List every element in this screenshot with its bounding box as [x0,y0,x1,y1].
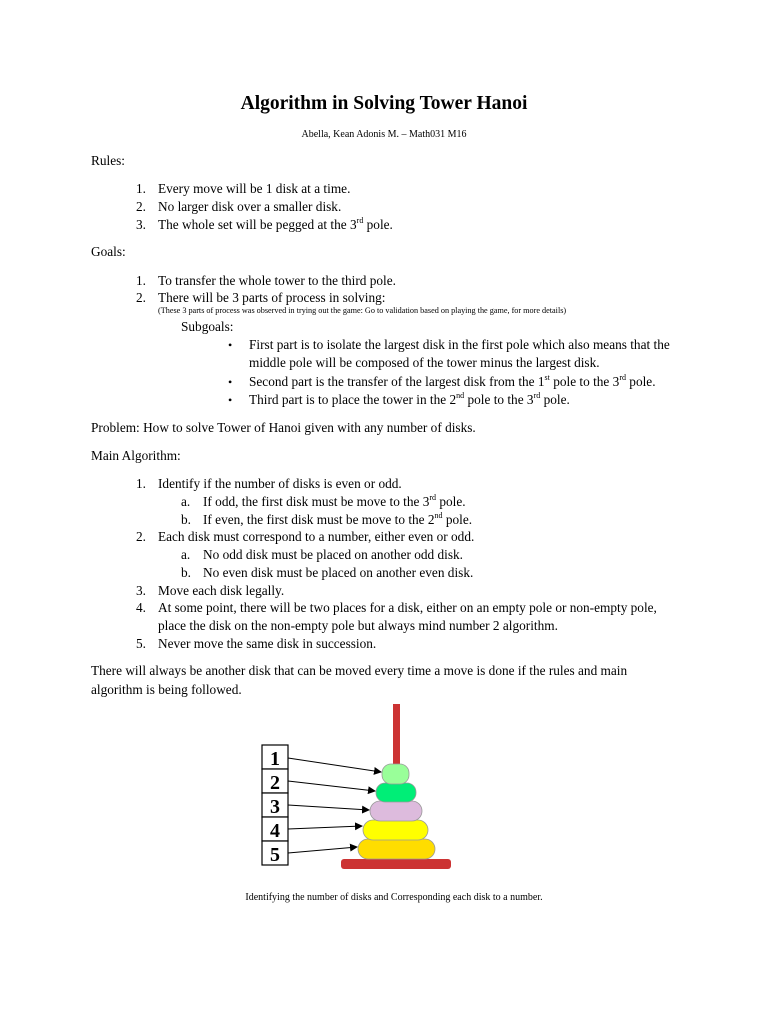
step-text: Identify if the number of disks is even or odd. [158,476,402,491]
step-text: Never move the same disk in succession. [158,636,377,651]
step-number: 2. [136,529,146,544]
rules-heading: Rules: [91,153,125,168]
goal-number: 2. [136,290,146,305]
step-number: 5. [136,636,146,651]
conclusion-text: algorithm is being followed. [91,682,242,697]
disk-3 [370,801,422,821]
rule-number: 1. [136,181,146,196]
rule-text: Every move will be 1 disk at a time. [158,181,351,196]
substep-letter: b. [181,512,191,527]
substep-letter: b. [181,565,191,580]
goal-number: 1. [136,273,146,288]
bullet-icon: • [228,393,233,407]
rule-text: The whole set will be pegged at the 3rd pole. [158,215,393,232]
disk-1 [382,764,409,784]
number-label-4: 4 [270,820,280,842]
disk-2 [376,783,416,802]
number-label-5: 5 [270,844,280,866]
goals-heading: Goals: [91,244,126,259]
rule-number: 3. [136,217,146,232]
arrow-2 [288,781,375,791]
arrow-3 [288,805,369,810]
disk-4 [363,820,428,840]
subgoal-text: Third part is to place the tower in the 2nd pole to the 3rd pole. [249,390,570,407]
substep-letter: a. [181,547,191,562]
number-label-3: 3 [270,796,280,818]
bullet-icon: • [228,375,233,389]
arrow-5 [288,847,357,853]
substep-text: No even disk must be placed on another even disk. [203,565,474,580]
bullet-icon: • [228,338,233,352]
number-boxes [262,745,288,866]
step-text: place the disk on the non-empty pole but always mind number 2 algorithm. [158,618,558,633]
number-label-2: 2 [270,772,280,794]
arrow-4 [288,826,362,829]
step-number: 3. [136,583,146,598]
substep-letter: a. [181,494,191,509]
main-algorithm-heading: Main Algorithm: [91,448,181,463]
disk-5 [358,839,435,859]
step-text: Each disk must correspond to a number, either even or odd. [158,529,475,544]
step-number: 1. [136,476,146,491]
step-text: At some point, there will be two places for a disk, either on an empty pole or non-empty pole, [158,600,657,615]
substep-text: If odd, the first disk must be move to the 3rd pole. [203,492,466,509]
number-label-1: 1 [270,748,280,770]
conclusion-text: There will always be another disk that can be moved every time a move is done if the rules and main [91,663,628,678]
author-line: Abella, Kean Adonis M. – Math031 M16 [301,129,467,140]
subgoal-text: Second part is the transfer of the largest disk from the 1st pole to the 3rd pole. [249,372,656,389]
goals-note: (These 3 parts of process was observed in trying out the game: Go to validation based on playing the game, for more details) [158,306,567,315]
goal-text: To transfer the whole tower to the third pole. [158,273,396,288]
rule-number: 2. [136,199,146,214]
step-number: 4. [136,600,146,615]
document-title: Algorithm in Solving Tower Hanoi [240,93,528,114]
substep-text: No odd disk must be placed on another odd disk. [203,547,463,562]
subgoals-heading: Subgoals: [181,319,234,334]
subgoal-text: First part is to isolate the largest disk in the first pole which also means that the [249,337,670,352]
arrow-1 [288,758,381,772]
subgoal-text: middle pole will be composed of the tower minus the largest disk. [249,355,600,370]
substep-text: If even, the first disk must be move to the 2nd pole. [203,510,473,527]
rule-text: No larger disk over a smaller disk. [158,199,342,214]
step-text: Move each disk legally. [158,583,285,598]
problem-statement: Problem: How to solve Tower of Hanoi given with any number of disks. [91,420,476,435]
figure-caption: Identifying the number of disks and Corresponding each disk to a number. [245,892,543,903]
tower-base [341,859,451,869]
goal-text: There will be 3 parts of process in solving: [158,290,386,305]
